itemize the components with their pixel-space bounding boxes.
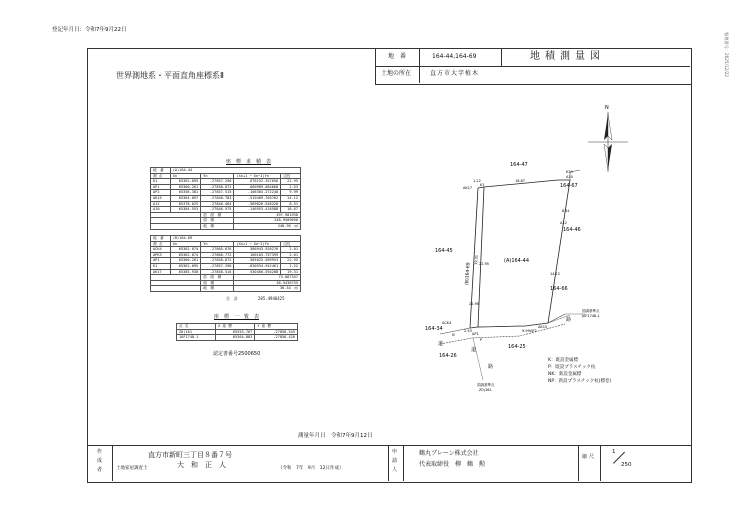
table-cell: -27865.676 — [201, 247, 234, 253]
table-cell: 65385.930 — [170, 269, 201, 275]
table-cell: A10 — [151, 207, 171, 213]
scale-label-1: 縮 — [582, 454, 588, 460]
neighbor-164-34: 164-34 — [425, 326, 443, 332]
survey-map — [380, 100, 680, 430]
table-cell: 65384.553 — [170, 207, 201, 213]
neighbor-164-46: 164-46 — [563, 227, 581, 233]
table-cell: 530460.594208 — [234, 269, 281, 275]
table-cell: AP1 — [151, 258, 171, 264]
table-cell: AK17 — [151, 269, 171, 275]
table-cell: AK15 — [151, 195, 171, 201]
table-cell: X 座 標 — [216, 324, 255, 330]
table-cell: -830934.942461 — [234, 263, 281, 269]
table-cell — [151, 286, 201, 292]
neighbor-164-66: 164-66 — [550, 286, 568, 292]
table-cell: 面 積 — [201, 280, 234, 286]
lot-a-boundary — [478, 180, 570, 327]
road-label-1: 道 — [471, 347, 477, 353]
table-cell: 65358.381 — [170, 190, 201, 196]
table-cell: 660989.084668 — [234, 184, 281, 190]
lot-b-label: (B)164-69 — [465, 262, 472, 286]
table-cell: A12 — [151, 201, 171, 207]
table-cell: -569626.546228 — [234, 201, 281, 207]
legend-np: NP：新設プラスチック杭(標巻) — [548, 379, 612, 384]
author-label-1: 作 — [97, 449, 103, 455]
author-name: 大 和 正 人 — [177, 461, 226, 469]
legend-p: P：既設プラスチック杭 — [548, 365, 596, 370]
table-cell: 倍 面 積 — [201, 275, 234, 281]
point-ap1: AP1 — [472, 332, 479, 336]
point-p: P — [480, 338, 483, 342]
location-label: 土地の所在 — [381, 70, 412, 77]
point-ak17: AK17 — [463, 186, 473, 190]
edge-22-95-b: 22.95 — [479, 262, 490, 266]
table-cell: 22.95 — [281, 179, 301, 185]
table-cell: 点 名 — [177, 324, 216, 330]
author-label-3: 者 — [97, 467, 103, 473]
road-edge — [440, 314, 565, 334]
table-cell: -27856.426 — [255, 335, 298, 341]
benchmark-table-title: 座 標 一 覧 表 — [214, 314, 260, 320]
table-cell: APK3 — [151, 252, 171, 258]
table-cell: -146953.416588 — [234, 207, 281, 213]
scale-label-2: 尺 — [589, 454, 595, 460]
table-cell: 676152.357056 — [234, 179, 281, 185]
table-cell: -27857.298 — [201, 179, 234, 185]
table-cell: 倍 面 積 — [201, 212, 234, 218]
table-cell: -27858.516 — [201, 269, 234, 275]
approval-number: 認定書番号2500650 — [213, 351, 261, 357]
table-cell: 65362.074 — [170, 252, 201, 258]
table-cell: 65378.025 — [170, 201, 201, 207]
table-cell: Y 座 標 — [255, 324, 298, 330]
table-cell: ACK4 — [151, 247, 171, 253]
road-label-2: 路 — [488, 364, 494, 370]
table-cell: -565025.589953 — [234, 258, 281, 264]
edge-9-99: 9.99 — [522, 329, 530, 333]
point-k10: K10 — [566, 170, 573, 174]
table-cell: (A)164-44 — [170, 168, 300, 174]
applicant-label-2: 請 — [392, 458, 398, 464]
table-cell: 辺長 — [281, 241, 301, 247]
total-value: 285.4946425 — [258, 296, 285, 301]
table-cell: -27858.872 — [201, 258, 234, 264]
registration-date: 登記年月日：令和7年9月22日 — [52, 27, 127, 33]
neighbor-164-26: 164-26 — [439, 353, 457, 359]
table-cell: -27858.872 — [201, 184, 234, 190]
table-cell: -27846.575 — [201, 207, 234, 213]
table-cell: Yn — [201, 241, 234, 247]
table-cell: -27846.464 — [201, 201, 234, 207]
edge-1-22: 1.22 — [473, 179, 481, 183]
table-cell: 65362.095 — [170, 179, 201, 185]
neighbor-164-45: 164-45 — [435, 248, 453, 254]
table-cell: 地 番 — [151, 236, 171, 242]
table-cell: 497.901938 — [234, 212, 301, 218]
table-cell: Yn — [201, 173, 234, 179]
author-address: 直方市新町三丁目８番７号 — [148, 451, 232, 459]
road-label-3: 道 — [438, 341, 444, 347]
table-cell: 14.12 — [281, 195, 301, 201]
table-cell: 地 積 — [201, 223, 234, 229]
scale-numerator: 1 — [612, 449, 616, 455]
edge-2-53: 2.53 — [464, 329, 472, 333]
summary-row — [151, 223, 301, 229]
applicant-label-1: 申 — [392, 449, 398, 455]
table-cell: (B)164-69 — [170, 236, 300, 242]
table-cell: Xn — [170, 173, 201, 179]
point-a10: A10 — [566, 175, 573, 179]
table-cell: -27856.545 — [255, 329, 298, 335]
table-cell: -27857.515 — [201, 190, 234, 196]
table-cell: -27857.298 — [201, 263, 234, 269]
coord-table-title: 座 標 求 積 表 — [226, 159, 272, 165]
edge-14-12: 14.12 — [550, 272, 561, 276]
table-cell: (Xn+1 − Xn−1)Yn — [234, 173, 281, 179]
table-cell: 65362.074 — [170, 247, 201, 253]
lot-a-label: (A)164-44 — [504, 258, 530, 264]
table-cell: Xn — [170, 241, 201, 247]
point-a12: A12 — [560, 221, 567, 225]
point-ak15: AK15 — [538, 325, 548, 329]
table-cell: 地 番 — [151, 168, 171, 174]
table-cell: 19.31 — [281, 269, 301, 275]
table-cell: AP1 — [151, 184, 171, 190]
table-cell: 2.01 — [281, 247, 301, 253]
table-cell: 65364.883 — [216, 335, 255, 341]
table-cell: 8.51 — [281, 201, 301, 207]
table-cell: K1 — [151, 263, 171, 269]
table-cell: 248.9509690 — [234, 218, 301, 224]
table-cell: 248.95 ㎡ — [234, 223, 301, 229]
table-cell: -27846.783 — [201, 195, 234, 201]
table-cell: 9.99 — [281, 190, 301, 196]
edge-19-31: 19.31 — [474, 254, 479, 266]
table-cell: 65360.261 — [170, 258, 201, 264]
table-cell: 22.95 — [281, 258, 301, 264]
table-cell: 160103.757399 — [234, 252, 281, 258]
table-cell: 辺長 — [281, 173, 301, 179]
table-cell: -519409.705762 — [234, 195, 281, 201]
north-arrow-icon — [588, 112, 628, 172]
ref-point-1: JAF1748-1 — [582, 314, 600, 318]
coord-table-lot-b — [150, 235, 301, 292]
legend-k: K：既設金属標 — [548, 358, 578, 363]
scale-denominator: 250 — [621, 462, 632, 468]
table-cell: Z0(161 — [177, 329, 216, 335]
author-date: （令和 7年 9月 12日作成） — [278, 466, 344, 471]
applicant-label-3: 人 — [392, 467, 398, 473]
edge-8-51: 8.51 — [562, 209, 570, 213]
table-cell: 36.54 ㎡ — [234, 286, 301, 292]
table-cell: 65360.261 — [170, 184, 201, 190]
table-cell: JAF1748-1 — [177, 335, 216, 341]
ref-point-label-1: 国調基準点 — [582, 309, 600, 313]
table-cell — [151, 223, 201, 229]
table-cell: 36.5436735 — [234, 280, 301, 286]
point-n: N — [452, 333, 455, 337]
summary-row — [151, 286, 301, 292]
point-ack4: ACK4 — [442, 321, 452, 325]
point-ap2: AP2 — [530, 329, 537, 333]
edge-22-95-a: 22.95 — [469, 302, 480, 306]
table-cell: 面 積 — [201, 218, 234, 224]
neighbor-164-67: 164-67 — [560, 183, 578, 189]
neighbor-164-25: 164-25 — [508, 344, 526, 350]
author-label-2: 成 — [97, 458, 103, 464]
table-cell: 2.01 — [281, 252, 301, 258]
road-label-4: 路 — [566, 317, 572, 323]
table-row — [177, 335, 298, 341]
table-cell: 1.22 — [281, 263, 301, 269]
ref-point-2: Z0(161 — [479, 388, 492, 392]
table-cell: AP2 — [151, 190, 171, 196]
side-stamp: 整理番号：2025/12/22 — [724, 32, 729, 78]
benchmark-table — [176, 323, 298, 341]
table-cell: 73.087347 — [234, 275, 301, 281]
table-cell: 586943.926276 — [234, 247, 281, 253]
table-cell: 65362.095 — [170, 263, 201, 269]
edge-18-67: 18.67 — [515, 179, 526, 183]
coord-table-lot-a — [150, 167, 301, 230]
table-cell: (Xn+1 − Xn−1)Yn — [234, 241, 281, 247]
table-cell: -27866.772 — [201, 252, 234, 258]
table-cell: 18.67 — [281, 207, 301, 213]
ref-point-label-2: 国調基準点 — [477, 383, 495, 387]
chiban-label: 地 番 — [388, 53, 407, 60]
point-k1: K1 — [480, 183, 485, 187]
table-cell: 65364.097 — [170, 195, 201, 201]
table-cell: 測 点 — [151, 173, 171, 179]
author-qualification: 土地家屋調査士 — [116, 466, 148, 471]
drawing-title: 地積測量図 — [530, 51, 605, 62]
table-cell: 測 点 — [151, 241, 171, 247]
table-cell: K1 — [151, 179, 171, 185]
applicant-rep: 代表取締役 柳 鶴 勲 — [419, 461, 486, 468]
applicant-company: 鶴丸ブレーン株式会社 — [419, 450, 479, 457]
legend-nk: NK：新設金属標 — [548, 372, 582, 377]
table-cell: 65353.767 — [216, 329, 255, 335]
chiban-value: 164-44,164-69 — [432, 53, 477, 60]
north-label: N — [605, 105, 609, 111]
crs-title: 世界測地系・平面直角座標系Ⅱ — [116, 71, 224, 80]
location-value: 直方市大字植木 — [430, 70, 480, 77]
table-cell: 2.53 — [281, 184, 301, 190]
total-label: 合 計 — [226, 296, 238, 301]
survey-date: 測量年月日 令和7年9月12日 — [298, 433, 373, 439]
table-cell: 地 積 — [201, 286, 234, 292]
neighbor-164-47: 164-47 — [510, 162, 528, 168]
table-cell: -106304.272240 — [234, 190, 281, 196]
